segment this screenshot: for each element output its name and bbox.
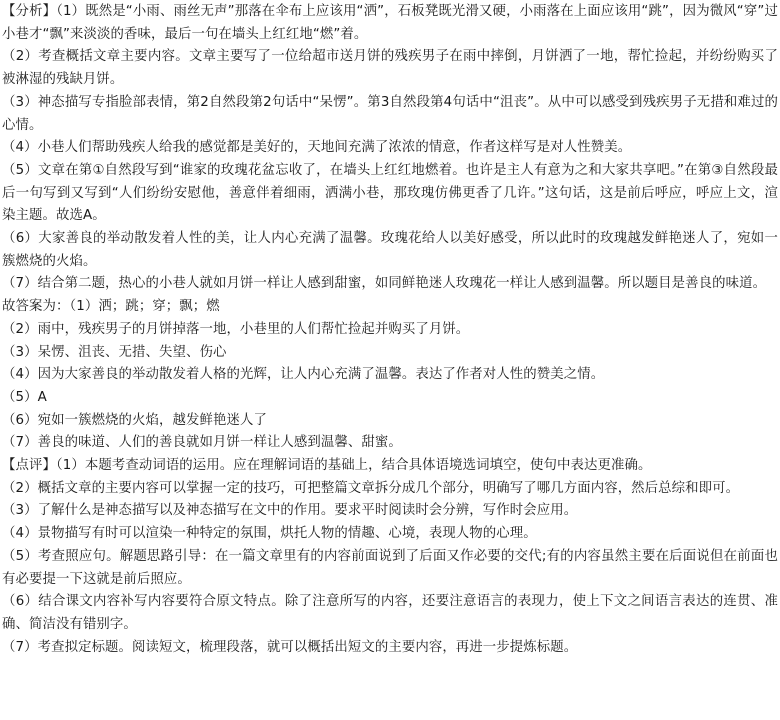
answer-item-5: （5）A	[2, 389, 47, 405]
answers-intro: 故答案为：（1）洒；跳；穿；飘；燃	[2, 299, 220, 315]
analysis-item-6: （6）大家善良的举动散发着人性的美，让人内心充满了温馨。玫瑰花给人以美好感受，所以此时的玫瑰越发鲜艳迷人了，宛如一簇燃烧的火焰。	[2, 231, 778, 269]
analysis-item-4: （4）小巷人们帮助残疾人给我的感觉都是美好的，天地间充满了浓浓的情意，作者这样写是对人性赞美。	[2, 140, 632, 156]
analysis-item-1	[2, 1, 778, 46]
comment-item-3: （3）了解什么是神态描写以及神态描写在文中的作用。要求平时阅读时会分辨，写作时会应用。	[2, 503, 578, 519]
answer-item-4: （4）因为大家善良的举动散发着人格的光辉，让人内心充满了温馨。表达了作者对人性的赞美之情。	[2, 367, 605, 383]
analysis-item-7: （7）结合第二题，热心的小巷人就如月饼一样让人感到甜蜜，如同鲜艳迷人玫瑰花一样让人感到温馨。所以题目是善良的味道。	[2, 276, 767, 292]
analysis-item-2: （2）考查概括文章主要内容。文章主要写了一位给超市送月饼的残疾男子在雨中摔倒，月饼洒了一地，帮忙捡起，并纷纷购买了被淋湿的残缺月饼。	[2, 49, 778, 88]
comment-item-2: （2）概括文章的主要内容可以掌握一定的技巧，可把整篇文章拆分成几个部分，明确写了哪几方面内容，然后总综和即可。	[2, 480, 740, 496]
answer-item-2: （2）雨中，残疾男子的月饼掉落一地，小巷里的人们帮忙捡起并购买了月饼。	[2, 321, 470, 337]
comment-item-6: （6）结合课文内容补写内容要符合原文特点。除了注意所写的内容，还要注意语言的表现力，使上下文之间语言表达的连贯、准确、简洁没有错别字。	[2, 594, 778, 632]
analysis-label: 【分析】	[2, 4, 57, 19]
analysis-item-text: （1）既然是“小雨、雨丝无声”那落在伞布上应该用“洒”，石板凳既光滑又硬，小雨落在上面应该用“跳”，因为微风“穿”过小巷才“飘”来淡淡的香味，最后一句在墙头上红红地“燃”着。	[2, 4, 778, 42]
comment-label: 【点评】	[2, 458, 56, 474]
comment-item-1	[2, 455, 778, 478]
comment-item-text: （1）本题考查动词语的运用。应在理解词语的基础上，结合具体语境选词填空，使句中表达更准确。	[55, 458, 652, 474]
answer-item-3: （3）呆愣、沮丧、无措、失望、伤心	[2, 344, 227, 360]
comment-item-5: （5）考查照应句。解题思路引导：在一篇文章里有的内容前面说到了后面又作必要的交代;有的内容虽然主要在后面说但在前面也有必要提一下这就是前后照应。	[2, 548, 778, 587]
answer-item-7: （7）善良的味道、人们的善良就如月饼一样让人感到温馨、甜蜜。	[2, 435, 402, 451]
comment-item-4: （4）景物描写有时可以渲染一种特定的氛围，烘托人物的情趣、心境，表现人物的心理。	[2, 526, 537, 542]
analysis-item-3: （3）神态描写专指脸部表情，第2自然段第2句话中“呆愣”。第3自然段第4句话中“沮丧”。从中可以感受到残疾男子无措和难过的心情。	[2, 94, 778, 133]
comment-item-7: （7）考查拟定标题。阅读短文，梳理段落，就可以概括出短文的主要内容，再进一步提炼标题。	[2, 639, 578, 655]
answer-item-6: （6）宛如一簇燃烧的火焰，越发鲜艳迷人了	[2, 412, 267, 428]
analysis-item-5: （5）文章在第①自然段写到“谁家的玫瑰花盆忘收了，在墙头上红红地燃着。也许是主人有意为之和大家共享吧。”在第③自然段最后一句写到又写到“人们纷纷安慰他，善意伴着细雨，洒满小巷，那玫瑰仿佛更香了几许。”这句话，这是前后呼应，呼应上文，渲染主题。故选A。	[2, 162, 778, 224]
